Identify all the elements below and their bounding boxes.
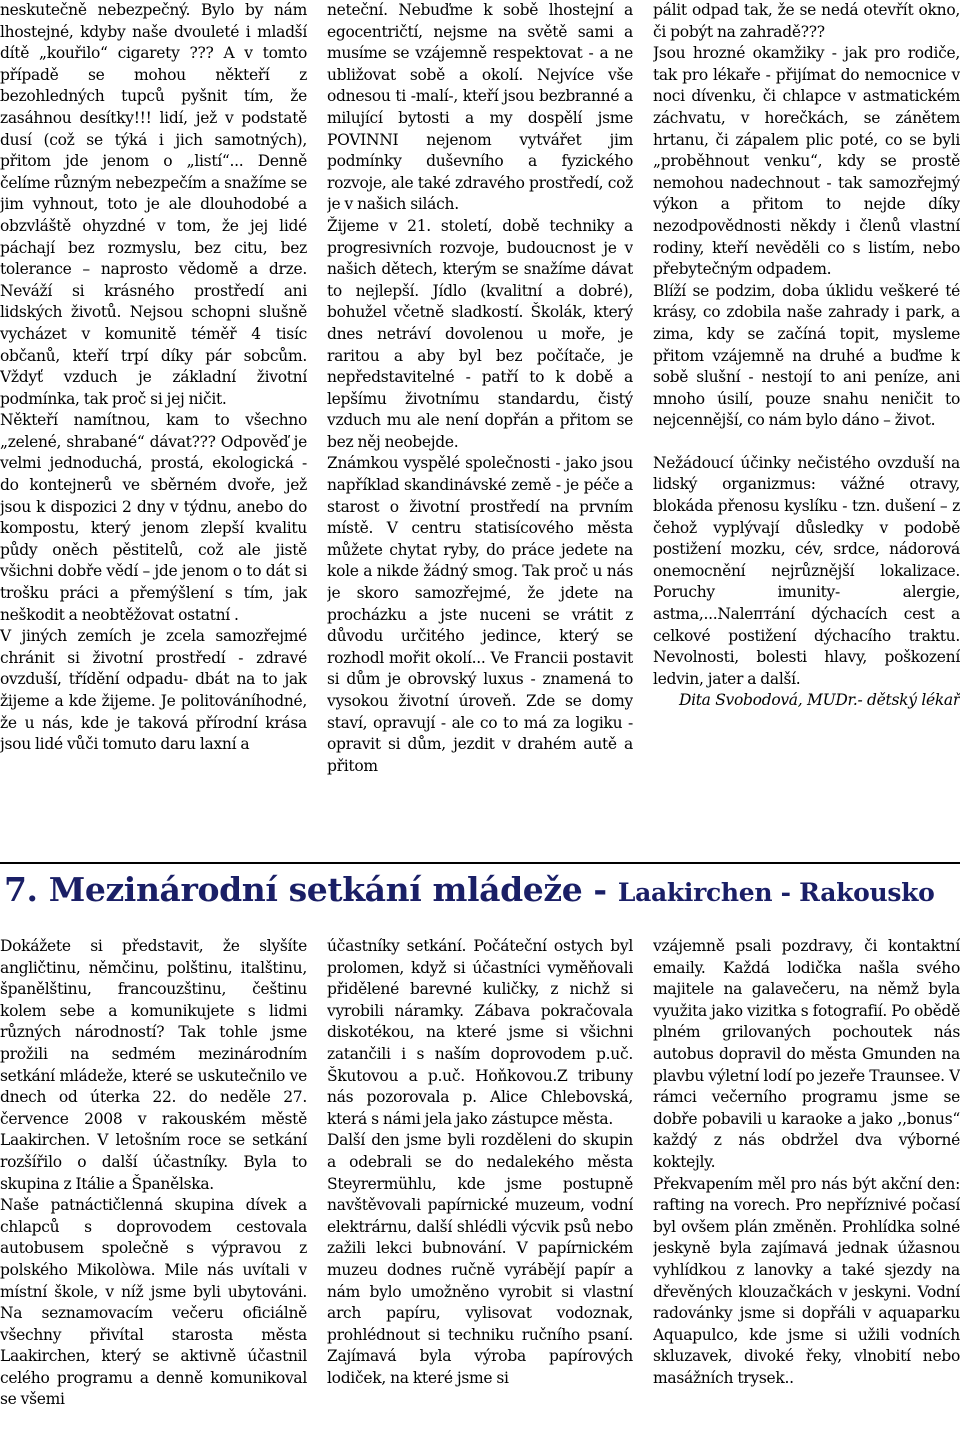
bottom-column-2 <box>327 936 633 1451</box>
paragraph: Žijeme v 21. století, době techniky a progresivních rozvoje, budoucnost je v našich dětech, kterým se snažíme dávat to nejlepší. Jídlo (kvalitní a dobré), bohužel včetně sladkostí. Školák, který dnes netráví dovolenou u moře, je raritou a aby byl bez počítače, je nepředstavitelné - patří to k době a lepšímu životnímu standardu, čistý vzduch mu ale není dopřán a přitom se bez něj neobejde. <box>327 216 633 451</box>
headline-location: Laakirchen - Rakousko <box>617 878 935 907</box>
paragraph: Jsou hrozné okamžiky - jak pro rodiče, tak pro lékaře - přijímat do nemocnice v noci dívenku, či chlapce v astmatickém záchvatu, v horečkách, se zánětem hrtanu, či zápalem plic poté, co se byli „proběhnout venku“, kdy se prostě nemohou nadechnout - tak samozřejmý výkon a přitom to nejde díky nezodpovědnosti někdy i členů vlastní rodiny, kteří nevěděli co s listím, nebo přebytečným odpadem. <box>653 44 960 279</box>
headline-main: 7. Mezinárodní setkání mládeže - <box>4 870 618 909</box>
paragraph: vzájemně psali pozdravy, či kontaktní emaily. Každá lodička našla svého majitele na galavečeru, na němž byla využita jako vizitka s fotografií. Po obědě plném grilovaných pochoutek nás autobus dopravil do města Gmunden na plavbu výletní lodí po jezeře Traunsee. V rámci večerního programu jsme se dobře pobavili u karaoke a jako ,,bonus“ každý z nás obdržel dva výborné koktejly. <box>653 937 960 1171</box>
paragraph: neskutečně nebezpečný. Bylo by nám lhostejné, kdyby naše dvouleté i mladší dítě „kouřilo“ cigarety ??? A v tomto případě se mohou někteří z bezohledných tupců pyšnit tím, že zasáhnou desítky!!! lidí, jež v podstatě dusí (což se týká i jich samotných), přitom jde jenom o „listí“... Denně čelíme různým nebezpečím a snažíme se jim vyhnout, toto je ale dlouhodobé a obzvláště ohyzdné v tom, že jej lidé páchají bez rozmyslu, bez citu, bez tolerance – naprosto vědomě a drze. Neváží si krásného prostředí ani lidských životů. Nejsou schopni slušně vycházet v komunitě téměř 4 tisíc občanů, kteří trpí díky pár sobcům. Vždyť vzduch je základní životní podmínka, tak proč si jej ničit. <box>0 1 307 408</box>
top-column-1 <box>0 0 307 860</box>
bottom-article <box>0 936 960 1451</box>
paragraph: účastníky setkání. Počáteční ostych byl prolomen, když si účastníci vyměňovali přidělené barevné kuličky, z nichž si vyrobili náramky. Zábava pokračovala diskotékou, na které jsme si všichni zatančili i s naším doprovodem p.uč. Škutovou a p.uč. Hoňkovou.Z tribuny nás pozorovala p. Alice Chlebovská, která s námi jela jako zástupce města. <box>327 937 633 1128</box>
paragraph: pálit odpad tak, že se nedá otevřít okno, či pobýt na zahradě??? <box>653 1 960 41</box>
paragraph: V jiných zemích je zcela samozřejmé chránit si životní prostředí - zdravé ovzduší, třídění odpadu- dbát na to jak žijeme a kde žijeme. Je politováníhodné, že u nás, kde je taková přírodní krása jsou lidé vůči tomuto daru laxní a <box>0 627 307 754</box>
paragraph: Dokážete si představit, že slyšíte angličtinu, němčinu, polštinu, italštinu, španělštinu, francouzštinu, češtinu kolem sebe a komunikujete s lidmi různých národností? Tak tohle jsme prožili na sedmém mezinárodním setkání mládeže, které se uskutečnilo ve dnech od úterka 22. do neděle 27. července 2008 v rakouském městě Laakirchen. V letošním roce se setkání rozšířilo o další účastníky. Byla to skupina z Itálie a Španělska. <box>0 937 307 1193</box>
article-headline <box>4 856 954 920</box>
paragraph: Další den jsme byli rozděleni do skupin a odebrali se do nedalekého města Steyrermühlu, kde jsme postupně navštěvovali papírnické muzeum, vodní elektrárnu, další shlédli výcvik psů nebo zažili lekci bubnování. V papírnickém muzeu dodnes ručně vyrábějí papír a nám bylo umožněno vyrobit si vlastní arch papíru, vylisovat vodoznak, prohlédnout si techniku ručního psaní. Zajímavá byla výroba papírových lodiček, na které jsme si <box>327 1131 633 1387</box>
paragraph: Blíží se podzim, doba úklidu veškeré té krásy, co zdobila naše zahrady i park, a zima, kdy se začíná topit, mysleme přitom vzájemně na druhé a buďme k sobě slušní - nestojí to ani peníze, ani mnoho úsilí, pouze snahu neničit to nejcennější, co nám bylo dáno – život. <box>653 281 960 430</box>
paragraph: Známkou vyspělé společnosti - jako jsou například skandinávské země - je péče a starost o životní prostředí na prvním místě. V centru statisícového města můžete chytat ryby, do práce jedete na kole a nikde žádný smog. Tak proč u nás je skoro samozřejmé, že jdete na procházku a jste nuceni se vrátit z důvodu určitého jedince, který se rozhodl mořit okolí... Ve Francii postavit si dům je obrovský luxus - znamená to vysokou životní úroveň. Zde se domy staví, opravují - ale co to má za logiku - opravit si dům, jezdit v drahém autě a přitom <box>327 454 633 775</box>
headline-bar <box>0 856 960 934</box>
top-column-2 <box>327 0 633 860</box>
paragraph: neteční. Nebuďme k sobě lhostejní a egocentričtí, nejsme na světě sami a musíme se vzájemně respektovat - a ne ubližovat sobě a okolí. Nejvíce vše odnesou ti -malí-, kteří jsou bezbranné a milující bytosti a my dospělí jsme POVINNI nejenom vytvářet jim podmínky duševního a fyzického rozvoje, ale také zdravého prostředí, což je v našich silách. <box>327 1 633 214</box>
bottom-column-1 <box>0 936 307 1451</box>
top-column-3 <box>653 0 960 860</box>
author-signature: Dita Svobodová, MUDr.- dětský lékař <box>678 691 960 710</box>
bottom-column-3 <box>653 936 960 1451</box>
paragraph: Nežádoucí účinky nečistého ovzduší na lidský organizmus: vážné otravy, blokáda přenosu kyslíku - tzn. dušení – z čehož vyplývají důsledky v podobě postižení mozku, cév, srdce, nádorová onemocnění nejrůznější lokalizace. Poruchy imunity- alergie, astma,...Nalептání dýchacích cest a celkové postižení dýchacího traktu. Nevolnosti, bolesti hlavy, poškození ledvin, jater a další. <box>653 453 960 688</box>
paragraph: Naše patnáctičlenná skupina dívek a chlapců s doprovodem cestovala autobusem společně s výpravou z polského Mikolòwa. Mile nás uvítali v místní škole, v níž jsme byli ubytováni. Na seznamovacím večeru oficiálně všechny přivítal starosta města Laakirchen, který se aktivně účastnil celého programu a denně komunikoval se všemi <box>0 1196 307 1409</box>
paragraph: Někteří namítnou, kam to všechno „zelené, shrabané“ dávat??? Odpověď je velmi jednoduchá, prostá, ekologická - do kontejnerů ve sběrném dvoře, jež jsou k dispozici 2 dny v týdnu, anebo do kompostu, který jenom zlepší kvalitu půdy oněch pěstitelů, což ale jistě všichni dobře vědí – jde jenom o to dát si trošku práci a přemýšlení s tím, jak neškodit a neobtěžovat ostatní . <box>0 411 307 624</box>
paragraph-gap <box>653 432 960 453</box>
paragraph: Překvapením měl pro nás být akční den: rafting na vorech. Pro nepříznivé počasí byl ovšem plán změněn. Prohlídka solné jeskyně byla zajímavá jednak úžasnou vyhlídkou z lanovky a také sjezdy na dřevěných klouzačkách v jeskyni. Vodní radovánky jsme si dopřáli v aquaparku Aquapulco, kde jsme si užili vodních skluzavek, divoké řeky, vlnobití nebo masážních trysek.. <box>653 1174 960 1387</box>
